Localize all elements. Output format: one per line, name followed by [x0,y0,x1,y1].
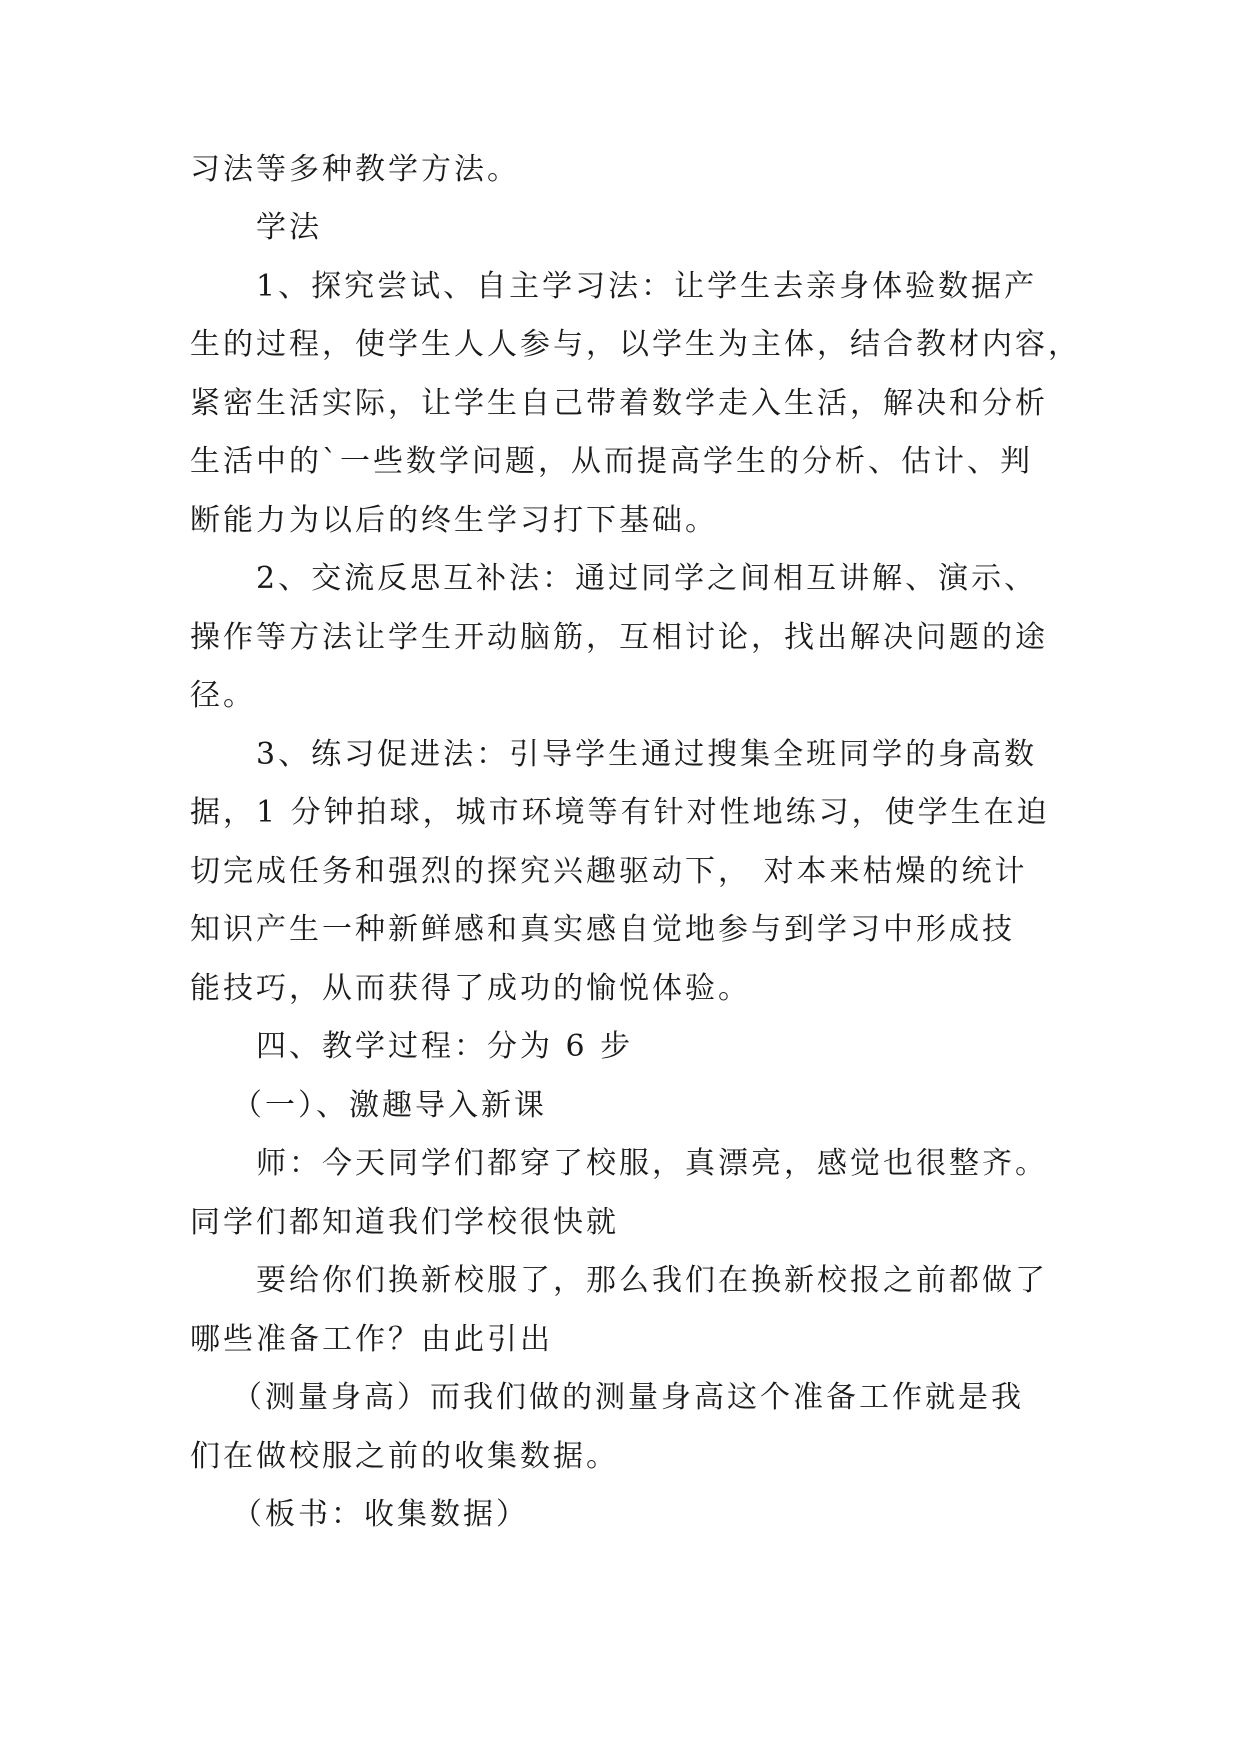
text-line: 知识产生一种新鲜感和真实感自觉地参与到学习中形成技 [190,912,1015,947]
text-line: 们在做校服之前的收集数据。 [190,1439,619,1474]
text-line: 习法等多种教学方法。 [190,152,520,187]
text-line: 切完成任务和强烈的探究兴趣驱动下， 对本来枯燥的统计 [190,854,1028,889]
text-line: 1、探究尝试、自主学习法：让学生去亲身体验数据产 [256,269,1038,304]
text-line: 操作等方法让学生开动脑筋，互相讨论，找出解决问题的途 [190,620,1048,655]
text-line: 2、交流反思互补法：通过同学之间相互讲解、演示、 [256,561,1038,596]
subsection-heading: （一）、激趣导入新课 [232,1088,547,1123]
text-line: 要给你们换新校服了，那么我们在换新校报之前都做了 [256,1263,1048,1298]
text-line: 哪些准备工作？由此引出 [190,1322,553,1357]
text-line: 径。 [190,678,256,713]
text-line: 断能力为以后的终生学习打下基础。 [190,503,718,538]
section-heading: 四、教学过程：分为 6 步 [256,1029,634,1064]
text-line: 生的过程，使学生人人参与，以学生为主体，结合教材内容， [190,327,1081,362]
text-line: 紧密生活实际，让学生自己带着数学走入生活，解决和分析 [190,386,1048,421]
text-line: 同学们都知道我们学校很快就 [190,1205,619,1240]
text-line: 能技巧，从而获得了成功的愉悦体验。 [190,971,751,1006]
section-heading: 学法 [256,210,322,245]
text-line: 3、练习促进法：引导学生通过搜集全班同学的身高数 [256,737,1038,772]
text-line: 据，1 分钟拍球，城市环境等有针对性地练习，使学生在迫 [190,795,1050,830]
text-line: （板书：收集数据） [232,1497,529,1532]
text-line: （测量身高）而我们做的测量身高这个准备工作就是我 [232,1380,1024,1415]
text-line: 师：今天同学们都穿了校服，真漂亮，感觉也很整齐。 [256,1146,1048,1181]
text-line: 生活中的`一些数学问题，从而提高学生的分析、估计、判 [190,444,1033,479]
